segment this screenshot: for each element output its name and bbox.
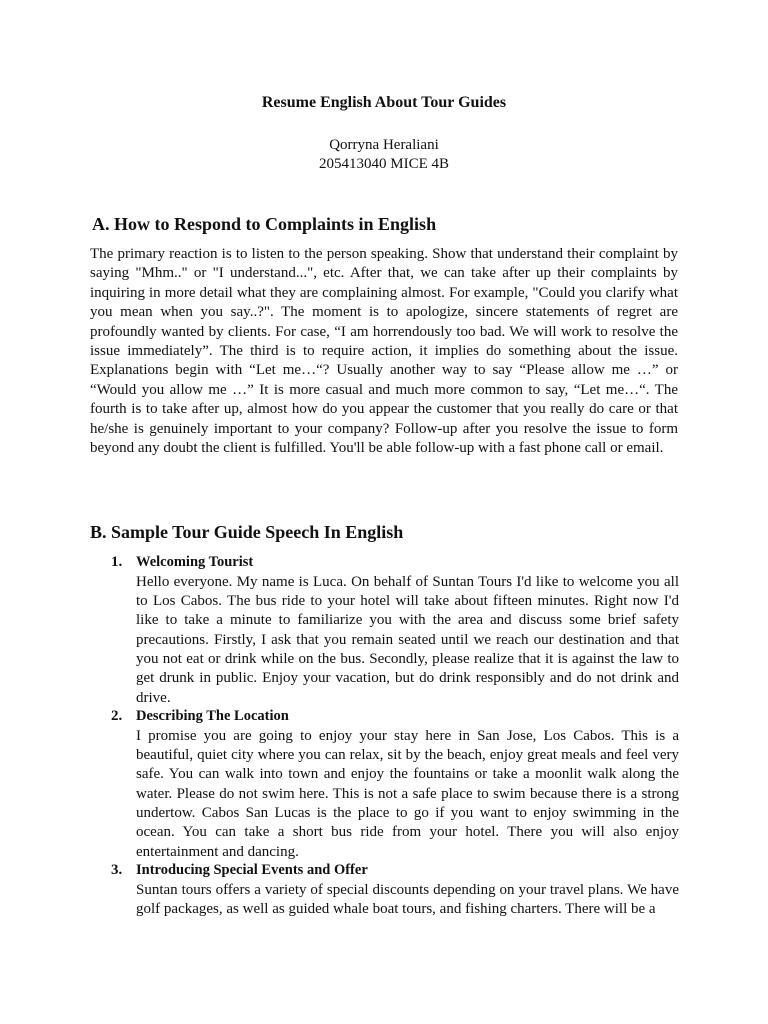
list-item-number: 3. <box>111 862 123 878</box>
list-item-title: Introducing Special Events and Offer <box>136 862 368 878</box>
list-item-title: Describing The Location <box>136 708 289 724</box>
list-item-number: 1. <box>111 554 123 570</box>
section-a-heading: A. How to Respond to Complaints in English <box>92 214 437 234</box>
list-item-number: 2. <box>111 708 123 724</box>
document-title: Resume English About Tour Guides <box>261 94 507 111</box>
author-block <box>0 136 768 174</box>
list-item-body: Hello everyone. My name is Luca. On behalf of Suntan Tours I'd like to welcome you all to Los Cabos. The bus ride to your hotel will take about fifteen minutes. Right now I'd like to take a minute to familiarize you with the area and discuss some brief safety precautions. Firstly, I ask that you remain seated until we reach our destination and that you not eat or drink while on the bus. Secondly, please realize that it is against the law to get drunk in public. Enjoy your vacation, but do drink responsibly and do not drink and drive. <box>136 573 679 706</box>
section-a-paragraph: The primary reaction is to listen to the person speaking. Show that understand their complaint by saying "Mhm.." or "I understand...", etc. After that, we can take after up their complaints by inquiring in more detail what they are complaining almost. For example, "Could you clarify what you mean when you say..?". The moment is to apologize, sincere statements of regret are profoundly wanted by clients. For case, “I am horrendously too bad. We will work to resolve the issue immediately”. The third is to require action, it implies do something about the issue. Explanations begin with “Let me…“? Usually another way to say “Please allow me …” or “Would you allow me …” It is more casual and much more common to say, “Let me…“. The fourth is to take after up, almost how do you appear the customer that you really do care or that he/she is genuinely important to your company? Follow-up after you resolve the issue to form beyond any doubt the client is fulfilled. You'll be able follow-up with a fast phone call or email. <box>90 246 678 457</box>
author-id: 205413040 MICE 4B <box>318 156 449 172</box>
list-item-title: Welcoming Tourist <box>136 554 254 570</box>
list-item-body: I promise you are going to enjoy your stay here in San Jose, Los Cabos. This is a beautiful, quiet city where you can relax, sit by the beach, enjoy great meals and feel very safe. You can walk into town and enjoy the fountains or take a moonlit walk along the water. Please do not swim here. This is not a safe place to swim because there is a strong undertow. Cabos San Lucas is the place to go if you want to enjoy swimming in the ocean. You can take a short bus ride from your hotel. There you will also enjoy entertainment and dancing. <box>136 727 679 860</box>
section-b-heading: B. Sample Tour Guide Speech In English <box>90 522 404 542</box>
author-name: Qorryna Heraliani <box>329 137 439 153</box>
list-item-body: Suntan tours offers a variety of special discounts depending on your travel plans. We have golf packages, as well as guided whale boat tours, and fishing charters. There will be a <box>136 881 679 917</box>
